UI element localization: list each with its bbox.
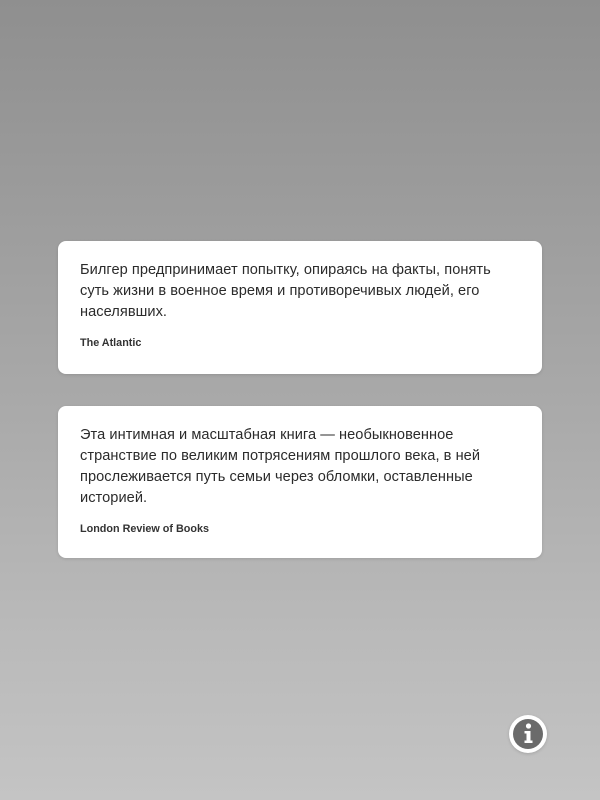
review-source: The Atlantic (80, 337, 142, 349)
review-quote: Эта интимная и масштабная книга — необыкновенное странствие по великим потрясениям прошлого века, в ней прослеживается путь семьи через обломки, оставленные историей. (80, 427, 481, 506)
review-card (58, 406, 542, 558)
info-icon (509, 715, 547, 753)
info-button[interactable] (509, 715, 547, 753)
review-quote: Билгер предпринимает попытку, опираясь на факты, понять суть жизни в военное время и противоречивых людей, его населявших. (80, 262, 491, 320)
review-card (58, 241, 542, 374)
review-source: London Review of Books (80, 523, 209, 535)
